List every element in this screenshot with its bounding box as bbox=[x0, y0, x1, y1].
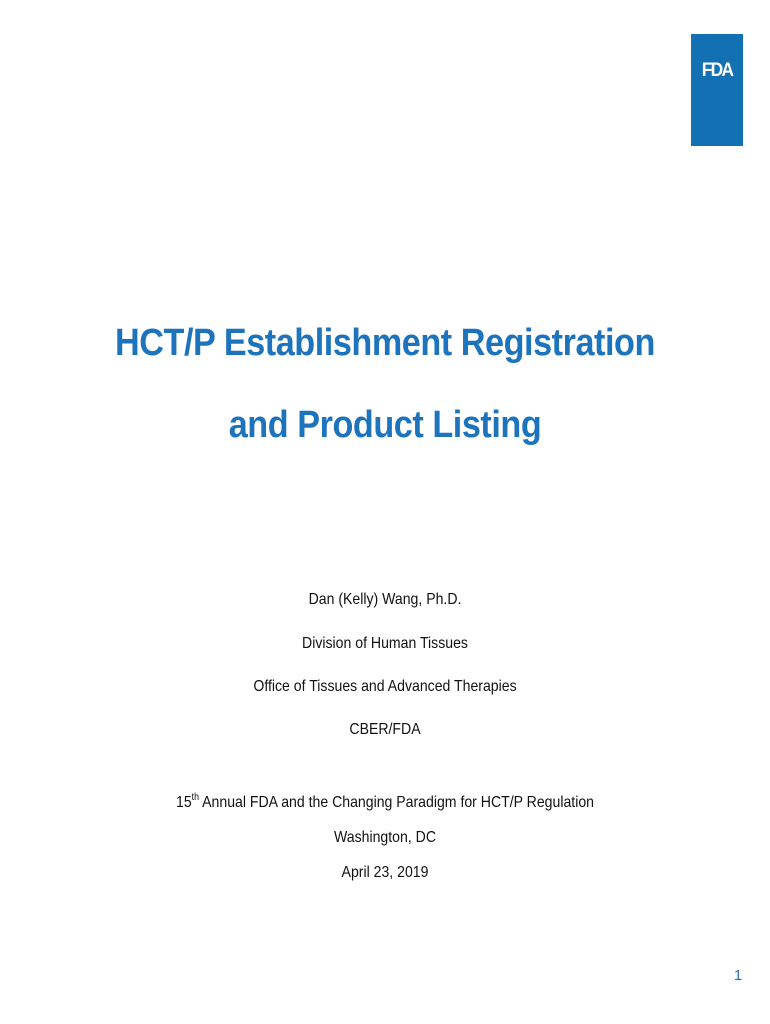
event-title: Annual FDA and the Changing Paradigm for HCT/P Regulation bbox=[199, 794, 594, 811]
page-title bbox=[39, 302, 732, 466]
title-line-1: HCT/P Establishment Registration bbox=[115, 322, 655, 364]
event-ordinal-number: 15 bbox=[176, 794, 192, 811]
presenter-center: CBER/FDA bbox=[349, 721, 421, 738]
fda-logo-text: FDA bbox=[701, 60, 733, 81]
event-ordinal-suffix: th bbox=[191, 792, 200, 803]
fda-logo bbox=[691, 34, 743, 146]
presenter-division: Division of Human Tissues bbox=[302, 635, 468, 652]
presenter-office: Office of Tissues and Advanced Therapies bbox=[253, 678, 517, 695]
presenter-name: Dan (Kelly) Wang, Ph.D. bbox=[308, 591, 462, 608]
page-number: 1 bbox=[733, 967, 743, 984]
title-line-2: and Product Listing bbox=[228, 404, 542, 446]
event-name bbox=[46, 794, 724, 812]
event-location: Washington, DC bbox=[334, 829, 436, 846]
event-date: April 23, 2019 bbox=[341, 864, 429, 881]
